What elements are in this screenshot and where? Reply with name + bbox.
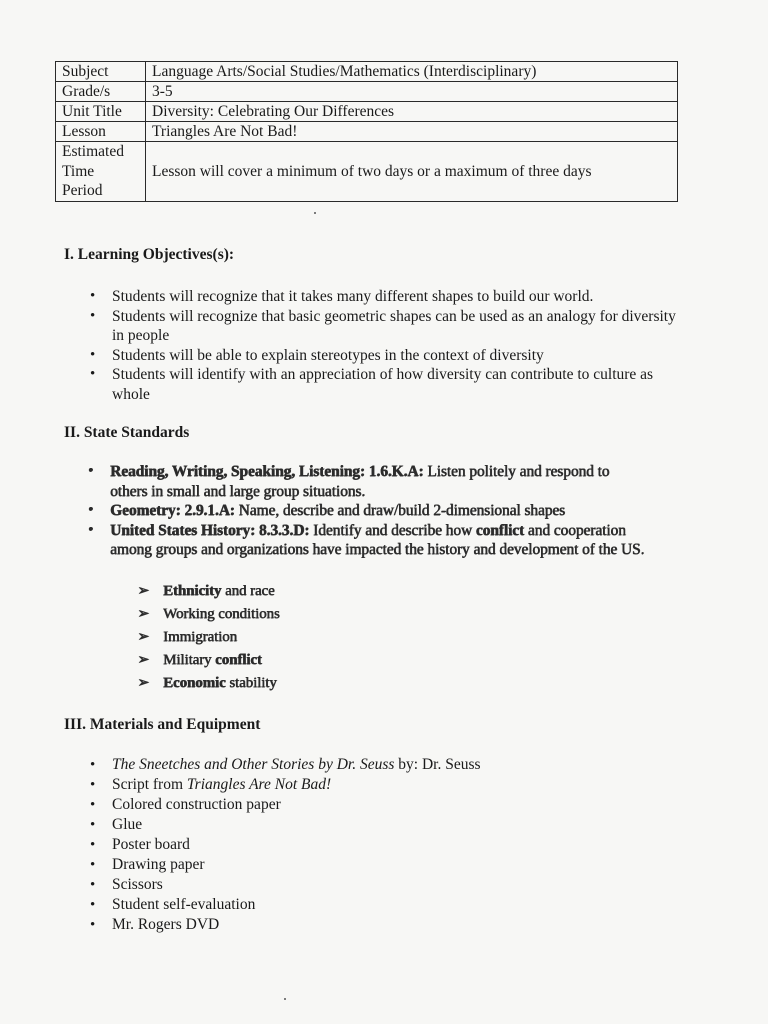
- arrow-bullet-icon: ➢: [137, 652, 150, 668]
- topic-bold: Economic: [163, 675, 226, 691]
- standard-text: Identify and describe how: [313, 521, 472, 539]
- standard-code: 2.9.1.A:: [184, 502, 235, 519]
- scan-speck: [314, 212, 316, 214]
- list-item: [137, 580, 437, 603]
- arrow-bullet-icon: ➢: [137, 606, 150, 622]
- standard-label: Geometry:: [110, 502, 181, 519]
- list-item: [88, 501, 648, 521]
- time-label-line-1: Estimated: [62, 143, 124, 160]
- arrow-bullet-icon: ➢: [137, 629, 150, 645]
- topic-text: Military: [163, 652, 212, 668]
- list-item: • Drawing paper: [90, 855, 650, 875]
- list-item: • Scissors: [90, 875, 650, 895]
- lesson-info-table: [55, 61, 678, 202]
- list-item: [137, 626, 437, 649]
- time-value: Lesson will cover a minimum of two days or a maximum of three days: [146, 142, 678, 202]
- history-topics-list: [137, 580, 437, 695]
- time-label-line-2: Time: [62, 162, 95, 180]
- standards-list: [88, 462, 648, 560]
- list-item: • Colored construction paper: [90, 795, 650, 815]
- topic-text: Working conditions: [163, 606, 280, 622]
- standard-code: 1.6.K.A:: [368, 463, 424, 480]
- grade-row: [56, 82, 678, 102]
- topic-bold: Ethnicity: [163, 583, 222, 599]
- list-item: • Poster board: [90, 835, 650, 855]
- list-item: [88, 521, 648, 560]
- list-item: [90, 755, 650, 775]
- topic-text: Immigration: [163, 629, 237, 645]
- topic-text: and race: [224, 583, 275, 599]
- time-label-line-3: Period: [62, 182, 103, 199]
- list-item: • Students will recognize that basic geometric shapes can be used as an analogy for diversity in people: [90, 307, 680, 346]
- standard-label: United States History:: [110, 521, 256, 539]
- list-item: • Mr. Rogers DVD: [90, 915, 650, 935]
- material-text: by: Dr. Seuss: [398, 756, 481, 773]
- list-item: • Student self-evaluation: [90, 895, 650, 915]
- lesson-row: [56, 122, 678, 142]
- list-item: • Students will recognize that it takes many different shapes to build our world.: [90, 287, 680, 307]
- unit-value: Diversity: Celebrating Our Differences: [146, 102, 678, 122]
- standards-heading: II. State Standards: [64, 424, 190, 441]
- material-title: Triangles Are Not Bad!: [186, 776, 332, 793]
- grade-value: 3-5: [146, 82, 678, 102]
- list-item: [137, 672, 437, 695]
- list-item: [137, 603, 437, 626]
- list-item: • Students will be able to explain stereotypes in the context of diversity: [90, 346, 680, 366]
- materials-heading: III. Materials and Equipment: [64, 716, 261, 733]
- list-item: [90, 775, 650, 795]
- materials-list: [90, 755, 650, 935]
- arrow-bullet-icon: ➢: [137, 583, 150, 599]
- subject-label: Subject: [56, 62, 146, 82]
- objectives-heading: I. Learning Objectives(s):: [64, 246, 235, 263]
- objectives-list: [90, 287, 680, 404]
- grade-label: Grade/s: [56, 82, 146, 102]
- material-text: Script from: [112, 776, 184, 793]
- standard-text: Listen politely and respond to others in small and large group situations.: [110, 463, 610, 500]
- lesson-value: Triangles Are Not Bad!: [146, 122, 678, 142]
- list-item: • Students will identify with an appreciation of how diversity can contribute to culture as whole: [90, 365, 680, 404]
- scan-speck: [284, 998, 286, 1000]
- standard-label: Reading, Writing, Speaking, Listening:: [110, 463, 365, 480]
- standard-text: Name, describe and draw/build 2-dimensional shapes: [238, 502, 565, 519]
- standard-code: 8.3.3.D:: [258, 521, 310, 539]
- subject-row: [56, 62, 678, 82]
- standard-bold-word: conflict: [475, 521, 525, 539]
- list-item: • Glue: [90, 815, 650, 835]
- topic-text: stability: [229, 675, 277, 691]
- lesson-label: Lesson: [56, 122, 146, 142]
- unit-row: [56, 102, 678, 122]
- unit-label: Unit Title: [56, 102, 146, 122]
- material-title: The Sneetches and Other Stories by Dr. Seuss: [112, 756, 395, 773]
- time-row: [56, 142, 678, 202]
- list-item: [137, 649, 437, 672]
- topic-bold: conflict: [215, 652, 262, 668]
- arrow-bullet-icon: ➢: [137, 675, 150, 691]
- list-item: [88, 462, 648, 501]
- time-label: [56, 142, 146, 202]
- standard-text: and cooperation among groups and organizations have impacted the history and development of the US.: [110, 521, 645, 558]
- subject-value: Language Arts/Social Studies/Mathematics (Interdisciplinary): [146, 62, 678, 82]
